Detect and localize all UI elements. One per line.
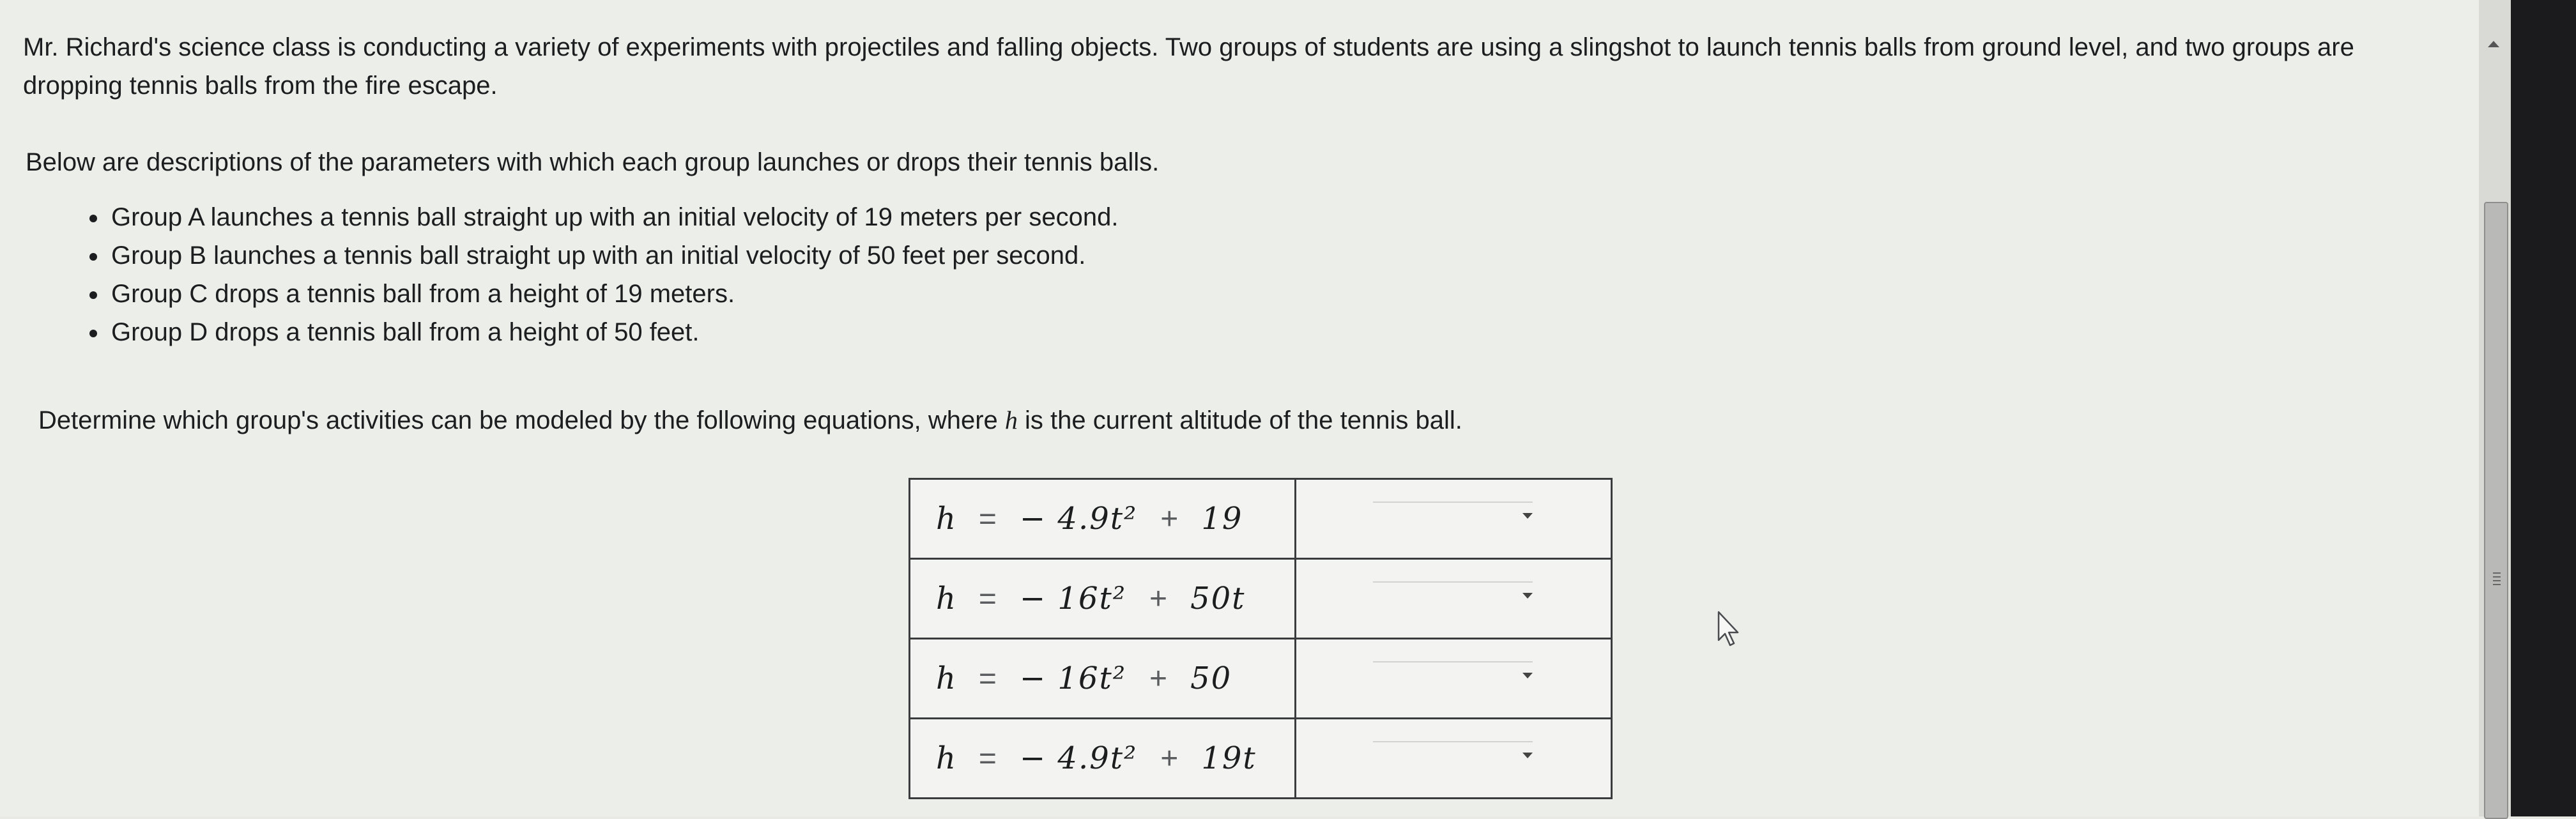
equals-sign: = (978, 662, 997, 696)
equation-cell (910, 559, 1296, 639)
equation-term: − 16t² (1019, 581, 1127, 616)
equals-sign: = (978, 502, 997, 536)
plus-sign: + (1160, 742, 1179, 776)
equals-sign: = (978, 742, 997, 776)
scrollbar-thumb[interactable] (2484, 202, 2508, 819)
equation-lhs: h (936, 581, 956, 616)
equation-lhs: h (936, 661, 956, 696)
plus-sign: + (1160, 502, 1179, 536)
chevron-down-icon (1522, 593, 1533, 599)
equation-term: 50 (1190, 661, 1232, 696)
equation-term: − 4.9t² (1019, 501, 1138, 537)
equation-cell (910, 719, 1296, 799)
group-select-dropdown[interactable] (1373, 501, 1533, 535)
variable-h: h (1004, 406, 1018, 434)
group-item-b: • Group B launches a tennis ball straight up with an initial velocity of 50 feet per second. (109, 236, 1118, 275)
equation-table (908, 478, 1613, 799)
equation-lhs: h (936, 740, 956, 776)
equation-term: 50t (1190, 581, 1246, 616)
group-item-c: • Group C drops a tennis ball from a height of 19 meters. (109, 275, 1118, 313)
problem-intro: Mr. Richard's science class is conducting a variety of experiments with projectiles and falling objects. Two groups of students are using a slingshot to launch tennis balls from ground level, and two groups are dropping tennis balls from the fire escape. (23, 33, 2354, 100)
determine-text-after: is the current altitude of the tennis ball. (1017, 406, 1462, 434)
equation-term: − 16t² (1019, 661, 1127, 696)
group-item-d: • Group D drops a tennis ball from a height of 50 feet. (109, 313, 1118, 351)
equation-row (910, 639, 1612, 719)
determine-instruction (38, 401, 1462, 440)
answer-cell (1296, 559, 1612, 639)
equation-row (910, 719, 1612, 799)
equation-term: − 4.9t² (1019, 740, 1138, 776)
problem-prompt: Below are descriptions of the parameters with which each group launches or drops their tennis balls. (26, 148, 1160, 176)
vertical-scrollbar[interactable] (2479, 0, 2511, 816)
group-select-dropdown[interactable] (1373, 581, 1533, 615)
monitor-bezel (2511, 0, 2576, 816)
equation-term: 19t (1201, 740, 1257, 776)
equation-lhs: h (936, 501, 956, 537)
chevron-down-icon (1522, 753, 1533, 758)
group-list (77, 198, 1118, 351)
equation-cell (910, 639, 1296, 719)
answer-cell (1296, 719, 1612, 799)
group-select-dropdown[interactable] (1373, 741, 1533, 774)
equation-row (910, 479, 1612, 559)
plus-sign: + (1149, 662, 1168, 696)
answer-cell (1296, 639, 1612, 719)
group-item-a: • Group A launches a tennis ball straight up with an initial velocity of 19 meters per second. (109, 198, 1118, 236)
equation-term: 19 (1201, 501, 1243, 537)
mouse-pointer-icon (1716, 611, 1742, 649)
plus-sign: + (1149, 582, 1168, 616)
grip-icon (2493, 572, 2501, 585)
equation-row (910, 559, 1612, 639)
answer-cell (1296, 479, 1612, 559)
equation-cell (910, 479, 1296, 559)
group-select-dropdown[interactable] (1373, 661, 1533, 694)
equals-sign: = (978, 582, 997, 616)
chevron-down-icon (1522, 513, 1533, 519)
chevron-down-icon (1522, 673, 1533, 678)
determine-text-before: Determine which group's activities can be modeled by the following equations, where (38, 406, 1005, 434)
scroll-up-arrow-icon[interactable] (2488, 41, 2499, 47)
